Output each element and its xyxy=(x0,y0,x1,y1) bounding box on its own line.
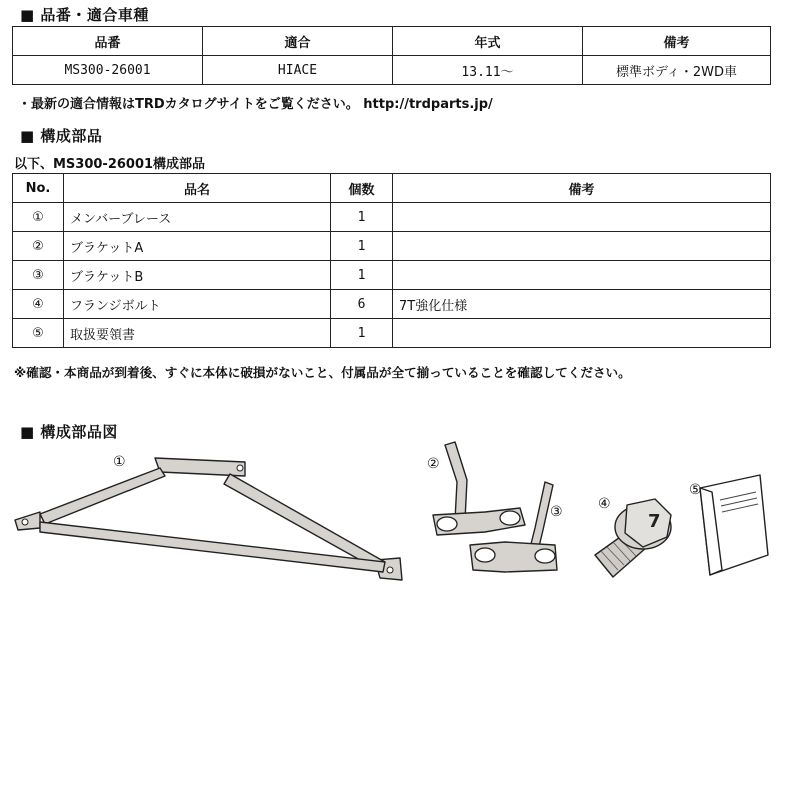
cell-quantity: 1 xyxy=(331,232,393,261)
cell-no: ① xyxy=(13,203,64,232)
cell-remarks xyxy=(393,319,771,348)
header-year: 年式 xyxy=(393,27,583,56)
cell-quantity: 6 xyxy=(331,290,393,319)
section-title-components: ■ 構成部品 xyxy=(20,127,103,145)
cell-item-name: メンバーブレース xyxy=(64,203,331,232)
section-title-diagram: ■ 構成部品図 xyxy=(20,423,118,441)
section-title-parts-number: ■ 品番・適合車種 xyxy=(20,6,149,24)
cell-quantity: 1 xyxy=(331,319,393,348)
member-brace-illustration xyxy=(0,440,420,600)
bracket-illustration xyxy=(425,440,565,590)
header-quantity: 個数 xyxy=(331,174,393,203)
cell-no: ② xyxy=(13,232,64,261)
table-header-row xyxy=(13,174,771,203)
cell-quantity: 1 xyxy=(331,203,393,232)
header-item-name: 品名 xyxy=(64,174,331,203)
fitment-table xyxy=(12,26,771,85)
cell-no: ⑤ xyxy=(13,319,64,348)
part-label-1: ① xyxy=(113,454,126,470)
cell-item-name: 取扱要領書 xyxy=(64,319,331,348)
cell-remarks xyxy=(393,261,771,290)
part-label-2: ② xyxy=(427,456,440,472)
cell-item-name: フランジボルト xyxy=(64,290,331,319)
part-label-4: ④ xyxy=(598,496,611,512)
header-part-number: 品番 xyxy=(13,27,203,56)
header-remarks: 備考 xyxy=(583,27,771,56)
part-label-3: ③ xyxy=(550,504,563,520)
table-row xyxy=(13,290,771,319)
cell-remarks xyxy=(393,232,771,261)
cell-item-name: ブラケットB xyxy=(64,261,331,290)
cell-remarks: 標準ボディ・2WD車 xyxy=(583,56,771,85)
table-row xyxy=(13,56,771,85)
cell-no: ③ xyxy=(13,261,64,290)
table-row xyxy=(13,203,771,232)
header-no: No. xyxy=(13,174,64,203)
cell-year: 13.11～ xyxy=(393,56,583,85)
cell-remarks: 7T強化仕様 xyxy=(393,290,771,319)
cell-quantity: 1 xyxy=(331,261,393,290)
part-label-5: ⑤ xyxy=(689,482,702,498)
components-table xyxy=(12,173,771,348)
components-subtitle: 以下、MS300-26001構成部品 xyxy=(14,157,206,172)
cell-vehicle: HIACE xyxy=(203,56,393,85)
bolt-grade-mark: 7 xyxy=(648,511,661,532)
cell-part-number: MS300-26001 xyxy=(13,56,203,85)
table-row xyxy=(13,319,771,348)
cell-remarks xyxy=(393,203,771,232)
table-row xyxy=(13,261,771,290)
catalog-note: ・最新の適合情報はTRDカタログサイトをご覧ください。 http://trdparts.jp/ xyxy=(18,97,493,112)
cell-no: ④ xyxy=(13,290,64,319)
header-vehicle: 適合 xyxy=(203,27,393,56)
table-header-row xyxy=(13,27,771,56)
table-row xyxy=(13,232,771,261)
inspection-note: ※確認・本商品が到着後、すぐに本体に破損がないこと、付属品が全て揃っていることを確認してください。 xyxy=(14,365,631,380)
header-remarks: 備考 xyxy=(393,174,771,203)
instruction-manual-illustration xyxy=(690,470,780,585)
cell-item-name: ブラケットA xyxy=(64,232,331,261)
